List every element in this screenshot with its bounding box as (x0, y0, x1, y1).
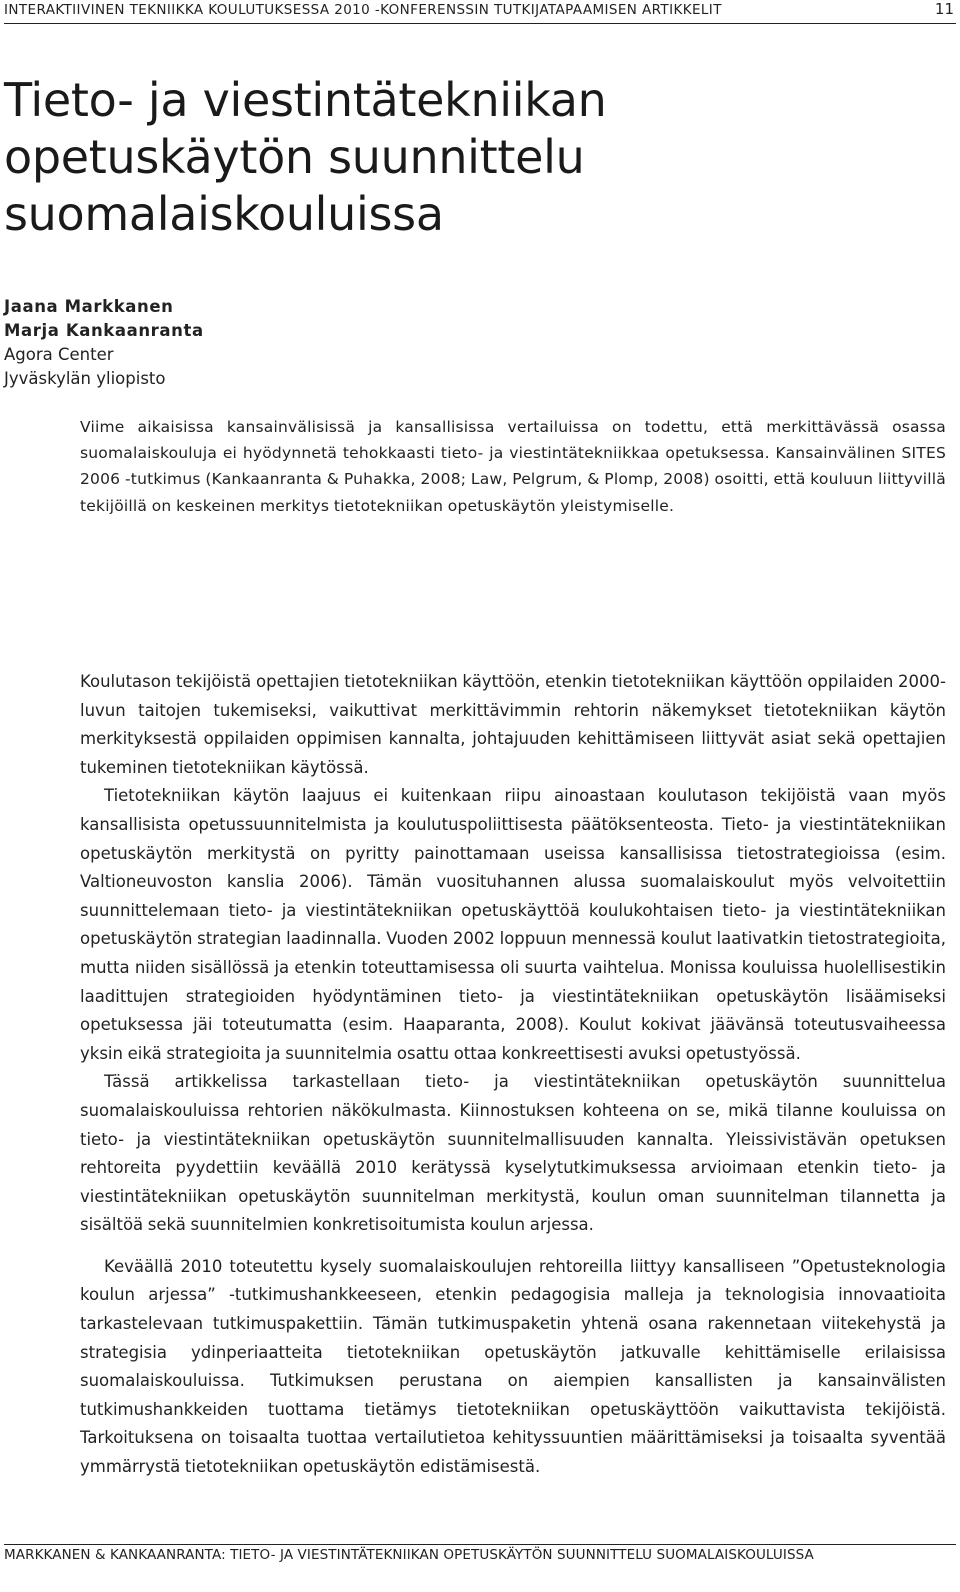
body-paragraph-2: Tietotekniikan käytön laajuus ei kuitenkaan riipu ainoastaan koulutason tekijöistä vaan myös kansallisista opetussuunnitelmista ja koulutuspoliittisesta päätöksenteosta. Tieto- ja viestintätekniikan opetuskäytön merkitystä on pyritty painottamaan useissa kansallisissa tietostrategioissa (esim. Valtioneuvoston kanslia 2006). Tämän vuosituhannen alussa suomalaiskoulut myös velvoitettiin suunnittelemaan tieto- ja viestintätekniikan opetuskäyttöä koulukohtaisen tieto- ja viestintätekniikan opetuskäytön strategian laadinnalla. Vuoden 2002 loppuun mennessä koulut laativatkin tietostrategioita, mutta niiden sisällössä ja etenkin toteuttamisessa oli suurta vaihtelua. Monissa kouluissa huolellisestikin laadittujen strategioiden hyödyntäminen tieto- ja viestintätekniikan opetuskäytön lisäämiseksi opetuksessa jäi toteutumatta (esim. Haaparanta, 2008). Koulut kokivat jäävänsä toteutusvaiheessa yksin eikä strategioita ja suunnitelmia osattu ottaa konkreettisesti avuksi opetustyössä. (80, 786, 946, 1063)
article-title-line-1: Tieto- ja viestintätekniikan (4, 73, 607, 127)
author-block (4, 295, 204, 391)
body-paragraph-3: Tässä artikkelissa tarkastellaan tieto- ja viestintätekniikan opetuskäytön suunnittelua suomalaiskouluissa rehtorien näkökulmasta. Kiinnostuksen kohteena on se, mikä tilanne kouluissa on tieto- ja viestintätekniikan opetuskäytön suunnitelmallisuuden kannalta. Yleissivistävän opetuksen rehtoreita pyydettiin keväällä 2010 kerätyssä kyselytutkimuksessa arvioimaan etenkin tieto- ja viestintätekniikan opetuskäytön suunnitelman merkitystä, koulun oman suunnitelman tilannetta ja sisältöä sekä suunnitelmien konkretisoitumista koulun arjessa. (80, 1072, 946, 1235)
article-title (4, 72, 904, 243)
author-name-1: Jaana Markkanen (4, 297, 174, 316)
page-number: 11 (934, 0, 954, 18)
running-footer: MARKKANEN & KANKAANRANTA: TIETO- JA VIESTINTÄTEKNIIKAN OPETUSKÄYTÖN SUUNNITTELU SUOMALAISKOULUISSA (4, 1544, 956, 1563)
running-header (4, 0, 956, 24)
article-title-line-2: opetuskäytön suunnittelu (4, 130, 585, 184)
body-paragraph-4: Keväällä 2010 toteutettu kysely suomalaiskoulujen rehtoreilla liittyy kansalliseen ”Opetusteknologia koulun arjessa” -tutkimushankkeeseen, etenkin pedagogisia malleja ja teknologisia innovaatioita tarkastelevaan tutkimuspakettiin. Tämän tutkimuspaketin yhtenä osana rakennetaan viitekehystä ja strategisia ydinperiaatteita tietotekniikan opetuskäytön jatkuvalle kehittämiselle erilaisissa suomalaiskouluissa. Tutkimuksen perustana on aiempien kansallisten ja kansainvälisten tutkimushankkeiden tuottama tietämys tietotekniikan opetuskäyttöön vaikuttavista tekijöistä. Tarkoituksena on toisaalta tuottaa vertailutietoa kehityssuuntien määrittämiseksi ja toisaalta syventää ymmärrystä tietotekniikan opetuskäytön edistämisestä. (80, 1256, 946, 1477)
article-title-line-3: suomalaiskouluissa (4, 187, 444, 241)
affiliation-center: Agora Center (4, 345, 114, 364)
article-body (80, 668, 946, 1482)
running-header-title: INTERAKTIIVINEN TEKNIIKKA KOULUTUKSESSA 2010 -KONFERENSSIN TUTKIJATAPAAMISEN ARTIKKELIT (4, 2, 722, 18)
abstract: Viime aikaisissa kansainvälisissä ja kansallisissa vertailuissa on todettu, että merkittävässä osassa suomalaiskouluja ei hyödynnetä tehokkaasti tieto- ja viestintätekniikkaa opetuksessa. Kansainvälinen SITES 2006 -tutkimus (Kankaanranta & Puhakka, 2008; Law, Pelgrum, & Plomp, 2008) osoitti, että kouluun liittyvillä tekijöillä on keskeinen merkitys tietotekniikan opetuskäytön yleistymiselle. (80, 418, 946, 515)
affiliation-university: Jyväskylän yliopisto (4, 369, 166, 388)
body-paragraph-1: Koulutason tekijöistä opettajien tietotekniikan käyttöön, etenkin tietotekniikan käyttöön oppilaiden 2000-luvun taitojen tukemiseksi, vaikuttivat merkittävimmin rehtorin näkemykset tietotekniikan käytön merkityksestä oppilaiden oppimisen kannalta, johtajuuden kehittämiseen liittyvät asiat sekä opettajien tukeminen tietotekniikan käytössä. (80, 672, 946, 777)
author-name-2: Marja Kankaanranta (4, 321, 204, 340)
